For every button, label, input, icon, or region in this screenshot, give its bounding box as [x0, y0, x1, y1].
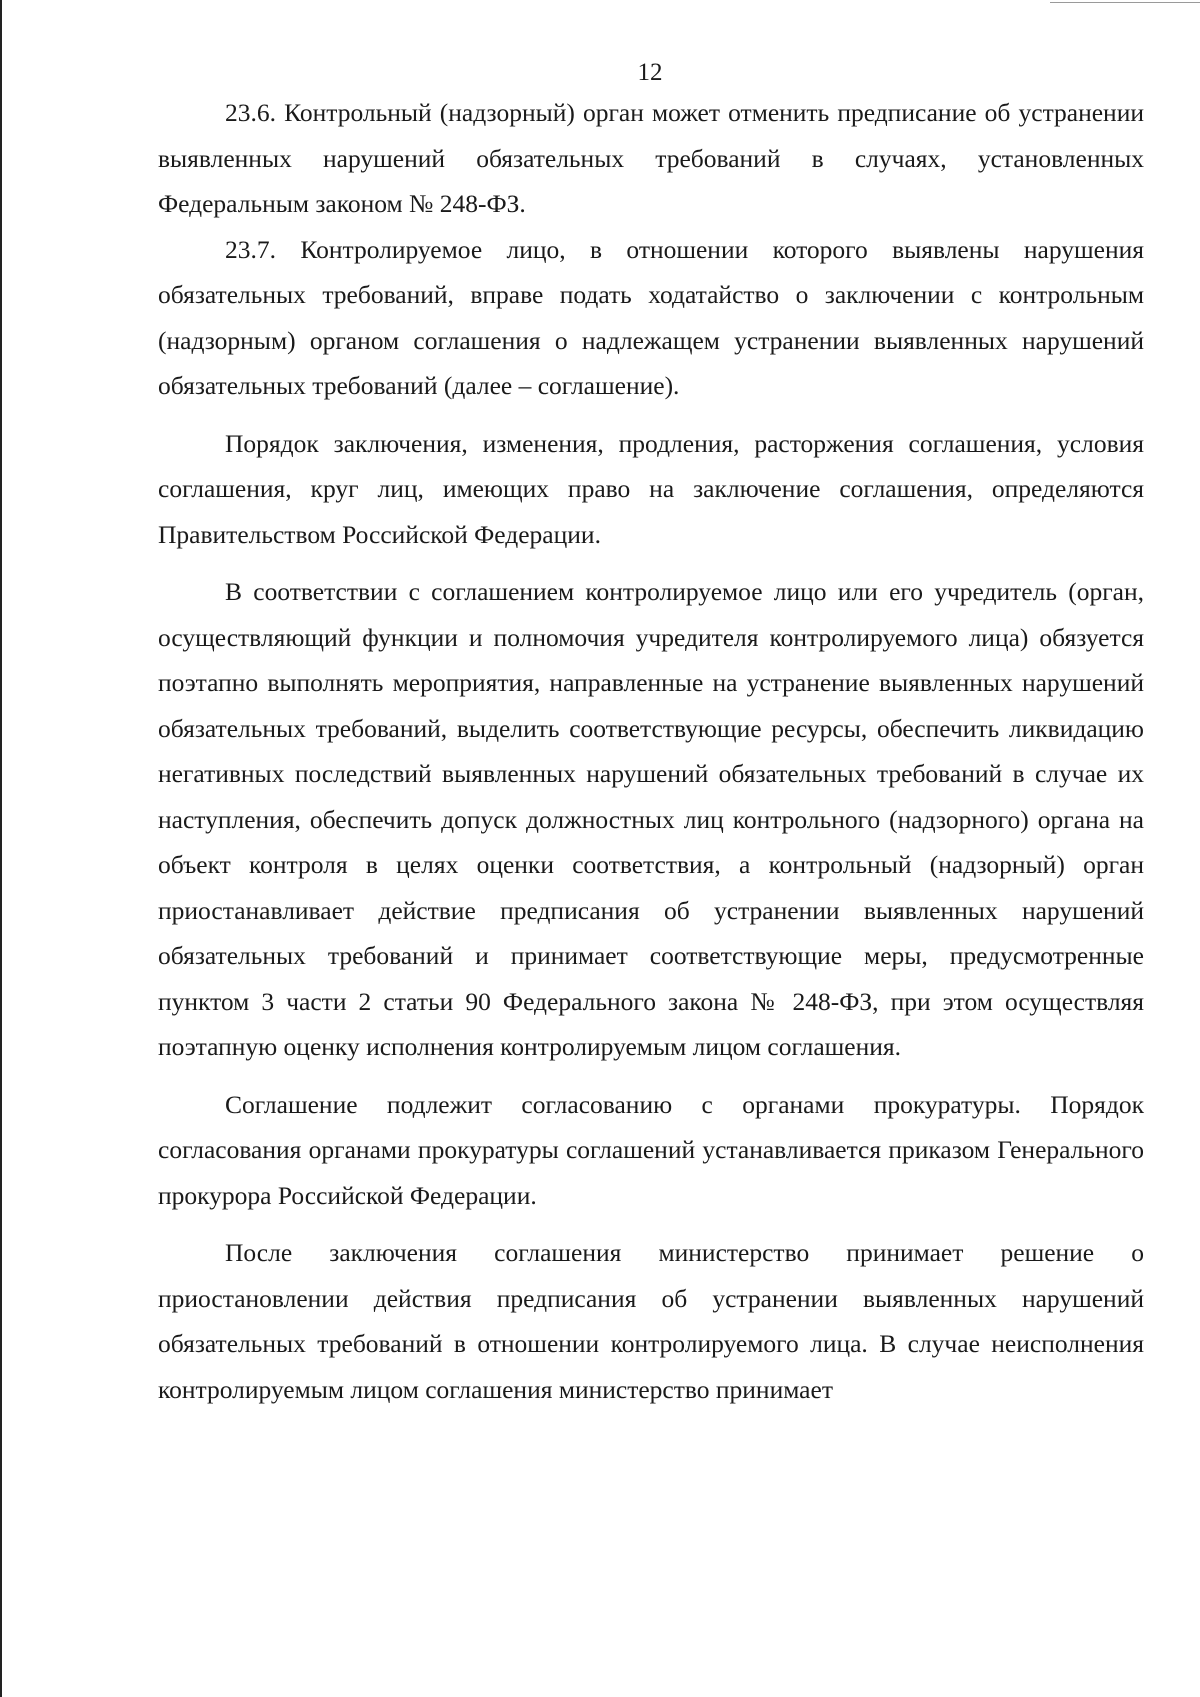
- paragraph-agreement-obligations: В соответствии с соглашением контролируемое лицо или его учредитель (орган, осуществляющий функции и полномочия учредителя контролируемого лица) обязуется поэтапно выполнять мероприятия, направленные на устранение выявленных нарушений обязательных требований, выделить соответствующие ресурсы, обеспечить ликвидацию негативных последствий выявленных нарушений обязательных требований в случае их наступления, обеспечить допуск должностных лиц контрольного (надзорного) органа на объект контроля в целях оценки соответствия, а контрольный (надзорный) орган приостанавливает действие предписания об устранении выявленных нарушений обязательных требований и принимает соответствующие меры, предусмотренные пунктом 3 части 2 статьи 90 Федерального закона № 248-ФЗ, при этом осуществляя поэтапную оценку исполнения контролируемым лицом соглашения.: [158, 577, 1144, 1061]
- top-scan-rule: [1050, 2, 1200, 3]
- paragraph-23-6: 23.6. Контрольный (надзорный) орган может отменить предписание об устранении выявленных нарушений обязательных требований в случаях, установленных Федеральным законом № 248-ФЗ.: [158, 98, 1144, 218]
- page-number: 12: [637, 59, 663, 86]
- paragraph-23-7: 23.7. Контролируемое лицо, в отношении которого выявлены нарушения обязательных требований, вправе подать ходатайство о заключении с контрольным (надзорным) органом соглашения о надлежащем устранении выявленных нарушений обязательных требований (далее – соглашение).: [158, 234, 1144, 400]
- document-body: [158, 90, 1144, 1412]
- paragraph-ministry-decision: После заключения соглашения министерство принимает решение о приостановлении действия предписания об устранении выявленных нарушений обязательных требований в отношении контролируемого лица. В случае неисполнения контролируемым лицом соглашения министерство принимает: [158, 1238, 1144, 1404]
- paragraph-agreement-procedure: Порядок заключения, изменения, продления, расторжения соглашения, условия соглашения, круг лиц, имеющих право на заключение соглашения, определяются Правительством Российской Федерации.: [158, 428, 1144, 549]
- paragraph-prosecutor-approval: Соглашение подлежит согласованию с органами прокуратуры. Порядок согласования органами прокуратуры соглашений устанавливается приказом Генерального прокурора Российской Федерации.: [158, 1089, 1144, 1210]
- scan-edge-line: [0, 0, 2, 1697]
